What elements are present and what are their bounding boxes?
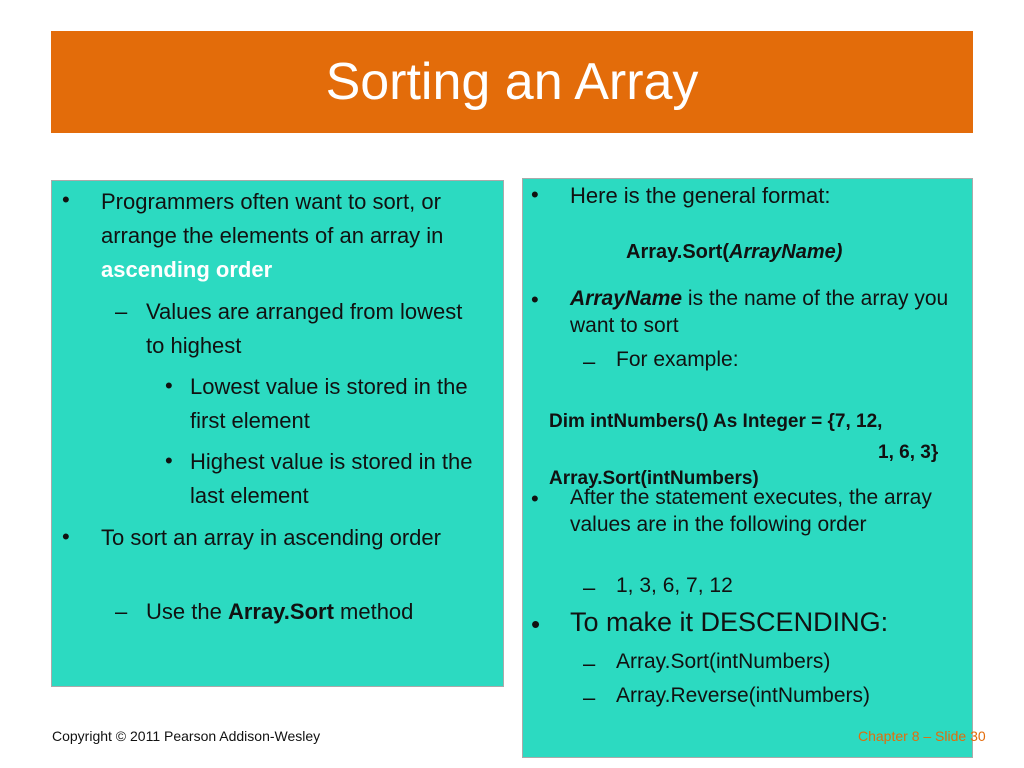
bullet-dot: •: [165, 448, 173, 473]
copyright-footer: Copyright © 2011 Pearson Addison-Wesley: [52, 728, 321, 744]
ascending-order-highlight: ascending order: [101, 257, 273, 282]
dash-marker: –: [583, 685, 596, 710]
left-sub-2-pre: Use the: [146, 599, 228, 624]
format-syntax-italic: ArrayName): [729, 241, 843, 263]
code-line-3: Array.Sort(intNumbers): [549, 468, 759, 489]
left-sub-2: [146, 595, 486, 629]
bullet-dot: •: [165, 373, 173, 398]
right-sub-1: For example:: [616, 348, 739, 371]
left-bullet-1-text: Programmers often want to sort, or arrange the elements of an array in: [101, 189, 444, 248]
right-bullet-2: [570, 285, 960, 339]
bullet-dot: •: [62, 187, 70, 212]
dash-marker: –: [115, 599, 128, 624]
bullet-dot: •: [531, 486, 539, 511]
slide-number: Chapter 8 – Slide 30: [858, 728, 986, 744]
dash-marker: –: [583, 349, 596, 374]
format-syntax: [626, 241, 842, 264]
bullet-dot: •: [531, 609, 541, 639]
dash-marker: –: [115, 299, 128, 324]
dash-marker: –: [583, 575, 596, 600]
arrayname-italic: ArrayName: [570, 287, 683, 310]
code-line-2: 1, 6, 3}: [878, 442, 939, 463]
format-syntax-pre: Array.Sort(: [626, 241, 729, 263]
right-bullet-2-text: is the name of the array you want to sort: [570, 287, 949, 337]
left-bullet-2: To sort an array in ascending order: [101, 525, 441, 550]
code-line-1: Dim intNumbers() As Integer = {7, 12,: [549, 411, 883, 432]
title-banner: [51, 31, 973, 133]
left-content-panel: [51, 180, 504, 687]
left-sub-1: Values are arranged from lowest to highest: [146, 299, 463, 358]
right-bullet-1: Here is the general format:: [570, 183, 831, 208]
right-content-panel: [522, 178, 973, 758]
left-subsub-2: Highest value is stored in the last element: [190, 449, 473, 508]
right-sub-4: Array.Reverse(intNumbers): [616, 684, 870, 707]
right-sub-3: Array.Sort(intNumbers): [616, 650, 831, 673]
bullet-dot: •: [531, 287, 539, 312]
right-bullet-4: To make it DESCENDING:: [570, 607, 889, 637]
array-sort-bold: Array.Sort: [227, 599, 334, 624]
bullet-dot: •: [531, 182, 539, 207]
left-subsub-1: Lowest value is stored in the first element: [190, 374, 468, 433]
slide-title: Sorting an Array: [325, 53, 699, 111]
dash-marker: –: [583, 651, 596, 676]
right-sub-2: 1, 3, 6, 7, 12: [616, 574, 733, 597]
bullet-dot: •: [62, 524, 70, 549]
left-sub-2-post: method: [333, 599, 414, 624]
right-bullet-3: After the statement executes, the array values are in the following order: [570, 486, 932, 536]
left-bullet-1: [101, 185, 491, 287]
